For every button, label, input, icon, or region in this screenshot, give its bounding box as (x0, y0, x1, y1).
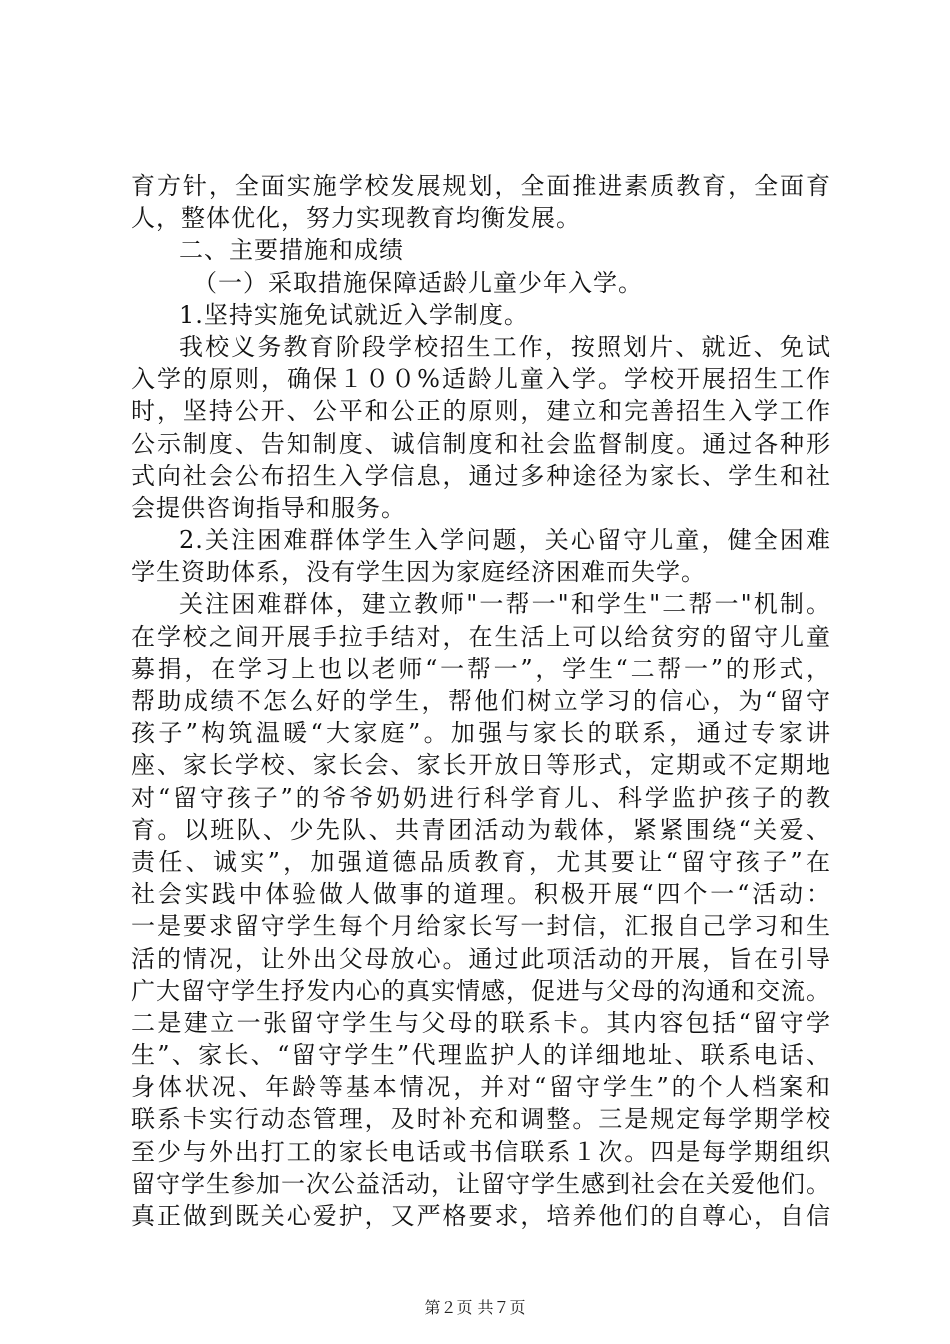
text-line: 式向社会公布招生入学信息，通过多种途径为家长、学生和社 (131, 461, 831, 490)
text-line: 对“留守孩子”的爷爷奶奶进行科学育儿、科学监护孩子的教 (131, 783, 831, 812)
text-line: 联系卡实行动态管理，及时补充和调整。三是规定每学期学校 (131, 1105, 831, 1134)
text-line: 在学校之间开展手拉手结对，在生活上可以给贫穷的留守儿童 (131, 622, 831, 651)
text-line: 关注困难群体，建立教师"一帮一"和学生"二帮一"机制。 (179, 590, 831, 619)
text-line: 募捐，在学习上也以老师“一帮一”，学生“二帮一”的形式， (131, 654, 831, 683)
text-line: 生”、家长、“留守学生”代理监护人的详细地址、联系电话、 (131, 1041, 831, 1070)
item-heading: 1.坚持实施免试就近入学制度。 (179, 300, 529, 329)
text-line: 人，整体优化，努力实现教育均衡发展。 (131, 204, 581, 233)
text-line: 二是建立一张留守学生与父母的联系卡。其内容包括“留守学 (131, 1008, 831, 1037)
text-line: 育。以班队、少先队、共青团活动为载体，紧紧围绕“关爱、 (131, 815, 831, 844)
text-line: 留守学生参加一次公益活动，让留守学生感到社会在关爱他们。 (131, 1169, 831, 1198)
text-line: 至少与外出打工的家长电话或书信联系１次。四是每学期组织 (131, 1137, 831, 1166)
section-heading: 二、主要措施和成绩 (179, 236, 404, 265)
text-line: 孩子”构筑温暖“大家庭”。加强与家长的联系，通过专家讲 (131, 719, 831, 748)
document-body (131, 170, 831, 1232)
text-line: 入学的原则，确保１００%适龄儿童入学。学校开展招生工作 (131, 365, 831, 394)
text-line: 我校义务教育阶段学校招生工作，按照划片、就近、免试 (179, 332, 831, 361)
text-line: 责任、诚实”，加强道德品质教育，尤其要让“留守孩子”在 (131, 847, 831, 876)
text-line: 身体状况、年龄等基本情况，并对“留守学生”的个人档案和 (131, 1073, 831, 1102)
text-line: 活的情况，让外出父母放心。通过此项活动的开展，旨在引导 (131, 944, 831, 973)
text-line: 真正做到既关心爱护，又严格要求，培养他们的自尊心，自信 (131, 1202, 831, 1230)
text-line: 时，坚持公开、公平和公正的原则，建立和完善招生入学工作 (131, 397, 831, 426)
text-line: 公示制度、告知制度、诚信制度和社会监督制度。通过各种形 (131, 429, 831, 458)
text-line: 广大留守学生抒发内心的真实情感，促进与父母的沟通和交流。 (131, 976, 831, 1005)
page-number-footer: 第２页 共７页 (424, 1298, 526, 1317)
text-line: 会提供咨询指导和服务。 (131, 493, 406, 522)
text-line: 帮助成绩不怎么好的学生，帮他们树立学习的信心，为“留守 (131, 687, 831, 715)
text-line: 社会实践中体验做人做事的道理。积极开展“四个一“活动： (131, 880, 831, 909)
text-line: 育方针，全面实施学校发展规划，全面推进素质教育，全面育 (131, 172, 831, 200)
text-line: 学生资助体系，没有学生因为家庭经济困难而失学。 (131, 558, 706, 587)
text-line: 一是要求留守学生每个月给家长写一封信，汇报自己学习和生 (131, 912, 831, 941)
text-line: 座、家长学校、家长会、家长开放日等形式，定期或不定期地 (131, 751, 831, 780)
item-heading: 2.关注困难群体学生入学问题，关心留守儿童，健全困难 (179, 526, 831, 555)
subsection-heading: （一）采取措施保障适龄儿童少年入学。 (193, 268, 643, 297)
